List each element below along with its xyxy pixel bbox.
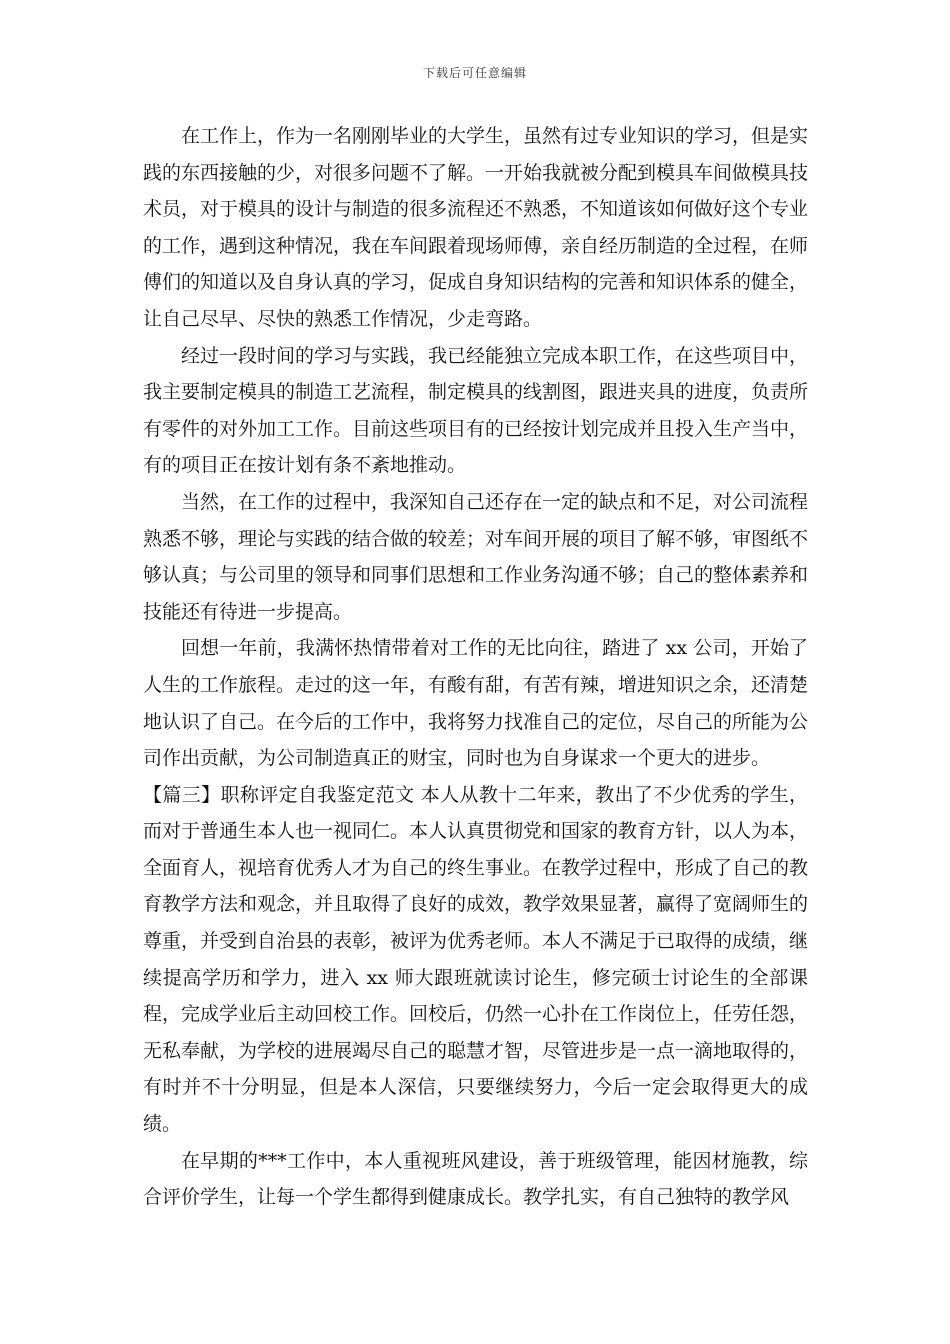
page-header: 下载后可任意编辑 bbox=[422, 66, 527, 80]
document-body bbox=[143, 118, 808, 1216]
paragraph-reflection: 回想一年前，我满怀热情带着对工作的无比向往，踏进了 xx 公司，开始了人生的工作旅程。走过的这一年，有酸有甜，有苦有辣，增进知识之余，还清楚地认识了自己。在今后的工作中，我将努力找准自己的定位，尽自己的所能为公司作出贡献，为公司制造真正的财宝，同时也为自身谋求一个更大的进步。 bbox=[143, 637, 809, 770]
paragraph-shortcomings: 当然，在工作的过程中，我深知自己还存在一定的缺点和不足，对公司流程熟悉不够，理论与实践的结合做的较差；对车间开展的项目了解不够，审图纸不够认真；与公司里的领导和同事们思想和工作业务沟通不够；自己的整体素养和技能还有待进一步提高。 bbox=[143, 490, 809, 623]
paragraph-section-three: 【篇三】职称评定自我鉴定范文 本人从教十二年来，教出了不少优秀的学生，而对于普通生本人也一视同仁。本人认真贯彻党和国家的教育方针，以人为本，全面育人，视培育优秀人才为自己的终生事业。在教学过程中，形成了自己的教育教学方法和观念，并且取得了良好的成效，教学效果显著，赢得了宽阔师生的尊重，并受到自治县的表彰，被评为优秀老师。本人不满足于已取得的成绩，继续提高学历和学力，进入 xx 师大跟班就读讨论生，修完硕士讨论生的全部课程，完成学业后主动回校工作。回校后，仍然一心扑在工作岗位上，任劳任怨，无私奉献，为学校的进展竭尽自己的聪慧才智，尽管进步是一点一滴地取得的，有时并不十分明显，但是本人深信，只要继续努力，今后一定会取得更大的成绩。 bbox=[143, 783, 809, 1136]
paragraph-early-work: 在早期的***工作中，本人重视班风建设，善于班级管理，能因材施教，综合评价学生，让每一个学生都得到健康成长。教学扎实，有自己独特的教学风 bbox=[143, 1149, 808, 1209]
paragraph-practice: 经过一段时间的学习与实践，我已经能独立完成本职工作，在这些项目中，我主要制定模具的制造工艺流程，制定模具的线割图，跟进夹具的进度，负责所有零件的对外加工工作。目前这些项目有的已经按计划完成并且投入生产当中，有的项目正在按计划有条不紊地推动。 bbox=[143, 344, 809, 477]
paragraph-work-intro: 在工作上，作为一名刚刚毕业的大学生，虽然有过专业知识的学习，但是实践的东西接触的少，对很多问题不了解。一开始我就被分配到模具车间做模具技术员，对于模具的设计与制造的很多流程还不熟悉，不知道该如何做好这个专业的工作，遇到这种情况，我在车间跟着现场师傅，亲自经历制造的全过程，在师傅们的知道以及自身认真的学习，促成自身知识结构的完善和知识体系的健全，让自己尽早、尽快的熟悉工作情况，少走弯路。 bbox=[143, 125, 809, 330]
